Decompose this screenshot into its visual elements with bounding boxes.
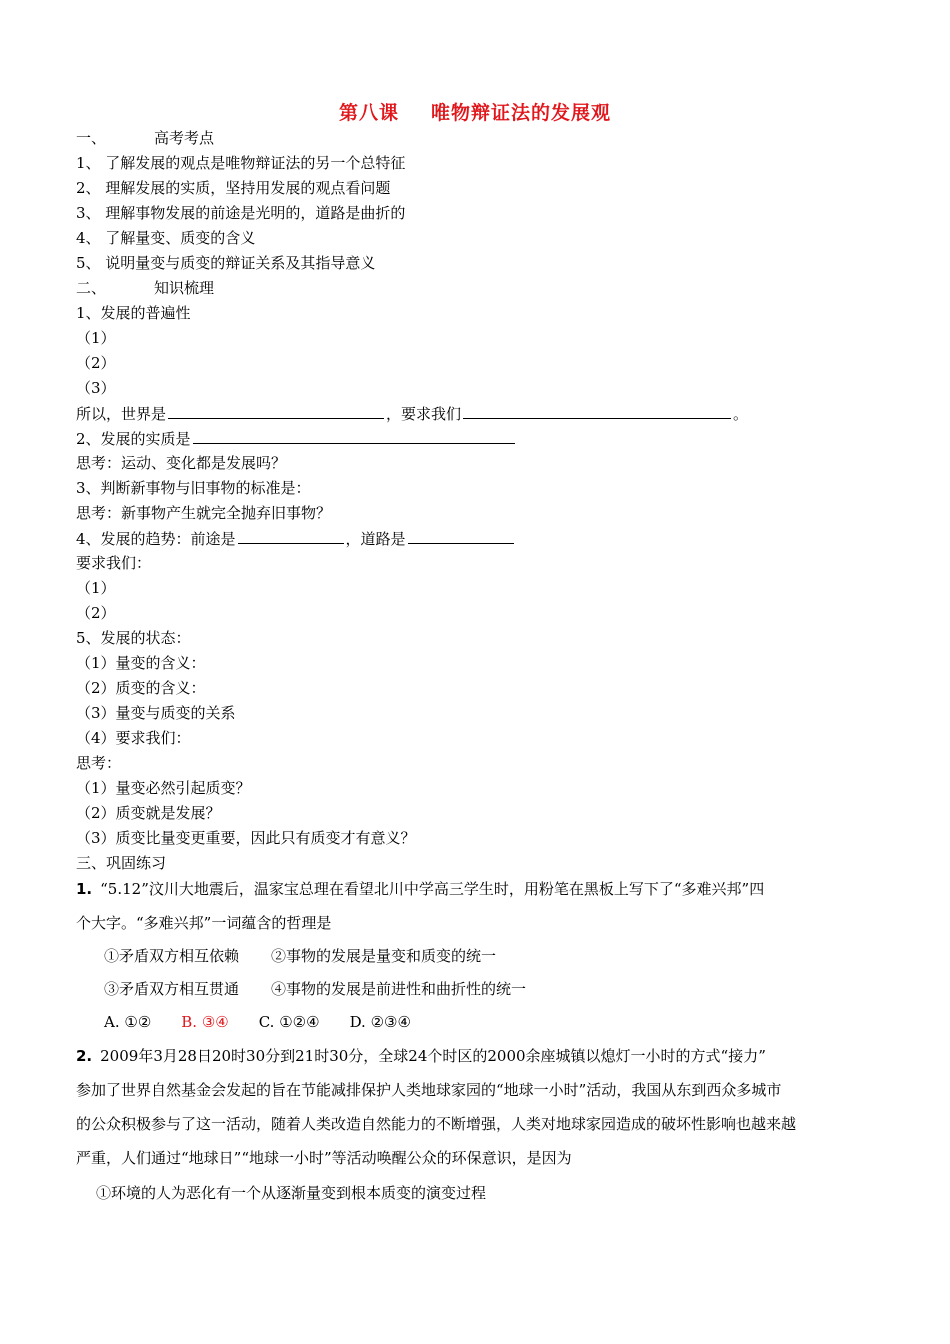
knowledge-item-4: 4、发展的趋势：前途是 ，道路是 <box>76 528 516 549</box>
knowledge-item-5: 5、发展的状态： <box>76 629 191 647</box>
knowledge-item-1: 1、发展的普遍性 <box>76 304 191 322</box>
question-1-line: 个大字。“多难兴邦”一词蕴含的哲理是 <box>76 914 332 932</box>
lesson-name: 唯物辩证法的发展观 <box>431 102 612 124</box>
answer-options <box>104 1012 411 1032</box>
question-2-line: 2. 2009年3月28日20时30分到21时30分，全球24个时区的2000余座城镇以熄灯一小时的方式“接力” <box>76 1047 766 1065</box>
question-2-line: 参加了世界自然基金会发起的旨在节能减排保护人类地球家园的“地球一小时”活动，我国从东到西众多城市 <box>76 1081 782 1099</box>
statement-row: ③矛盾双方相互贯通 ④事物的发展是前进性和曲折性的统一 <box>104 980 527 998</box>
section-heading-1: 一、 高考考点 <box>76 129 215 147</box>
think-question: （3）质变比量变更重要，因此只有质变才有意义？ <box>76 829 416 847</box>
statement-row: ①环境的人为恶化有一个从逐渐量变到根本质变的演变过程 <box>96 1184 487 1202</box>
statement-row: ①矛盾双方相互依赖 ②事物的发展是量变和质变的统一 <box>104 947 497 965</box>
question-number: 2. <box>76 1047 93 1065</box>
answer-blank[interactable] <box>193 428 515 444</box>
option-c[interactable]: C. ①②④ <box>258 1013 320 1031</box>
knowledge-item-2: 2、发展的实质是 <box>76 428 517 449</box>
conclusion-line: 所以，世界是 ，要求我们 。 <box>76 405 749 423</box>
lesson-title <box>0 98 950 125</box>
sub-item: （2） <box>76 354 116 372</box>
exam-point: 1、 了解发展的观点是唯物辩证法的另一个总特征 <box>76 154 406 172</box>
think-question: 思考：运动、变化都是发展吗？ <box>76 454 287 472</box>
sub-item: （2）质变的含义： <box>76 679 206 697</box>
answer-blank[interactable] <box>238 528 344 544</box>
sub-item: （2） <box>76 604 116 622</box>
answer-blank[interactable] <box>168 403 384 419</box>
sub-item: （1） <box>76 579 116 597</box>
exam-point: 4、 了解量变、质变的含义 <box>76 229 256 247</box>
question-1-line: 1. “5.12”汶川大地震后，温家宝总理在看望北川中学高三学生时，用粉笔在黑板上写下了“多难兴邦”四 <box>76 880 765 898</box>
option-a[interactable]: A. ①② <box>104 1013 152 1031</box>
sub-item: （4）要求我们： <box>76 729 191 747</box>
sub-item: （1）量变的含义： <box>76 654 206 672</box>
question-number: 1. <box>76 880 93 898</box>
question-2-line: 的公众积极参与了这一活动，随着人类改造自然能力的不断增强，人类对地球家园造成的破坏性影响也越来越 <box>76 1115 797 1133</box>
section-heading-2: 二、 知识梳理 <box>76 279 215 297</box>
think-label: 思考： <box>76 754 122 772</box>
lesson-number: 第八课 <box>338 102 399 124</box>
exam-point: 5、 说明量变与质变的辩证关系及其指导意义 <box>76 254 376 272</box>
sub-item: （3） <box>76 379 116 397</box>
answer-blank[interactable] <box>463 403 731 419</box>
option-b-correct[interactable]: B. ③④ <box>181 1013 229 1031</box>
think-question: 思考：新事物产生就完全抛弃旧事物？ <box>76 504 332 522</box>
exam-point: 2、 理解发展的实质，坚持用发展的观点看问题 <box>76 179 391 197</box>
exam-point: 3、 理解事物发展的前途是光明的，道路是曲折的 <box>76 204 406 222</box>
answer-blank[interactable] <box>408 528 514 544</box>
option-d[interactable]: D. ②③④ <box>349 1013 411 1031</box>
section-heading-3: 三、巩固练习 <box>76 854 167 872</box>
question-2-line: 严重，人们通过“地球日”“地球一小时”等活动唤醒公众的环保意识，是因为 <box>76 1149 572 1167</box>
requirement-label: 要求我们： <box>76 554 152 572</box>
knowledge-item-3: 3、判断新事物与旧事物的标准是： <box>76 479 311 497</box>
think-question: （2）质变就是发展？ <box>76 804 221 822</box>
sub-item: （3）量变与质变的关系 <box>76 704 236 722</box>
sub-item: （1） <box>76 329 116 347</box>
think-question: （1）量变必然引起质变？ <box>76 779 251 797</box>
